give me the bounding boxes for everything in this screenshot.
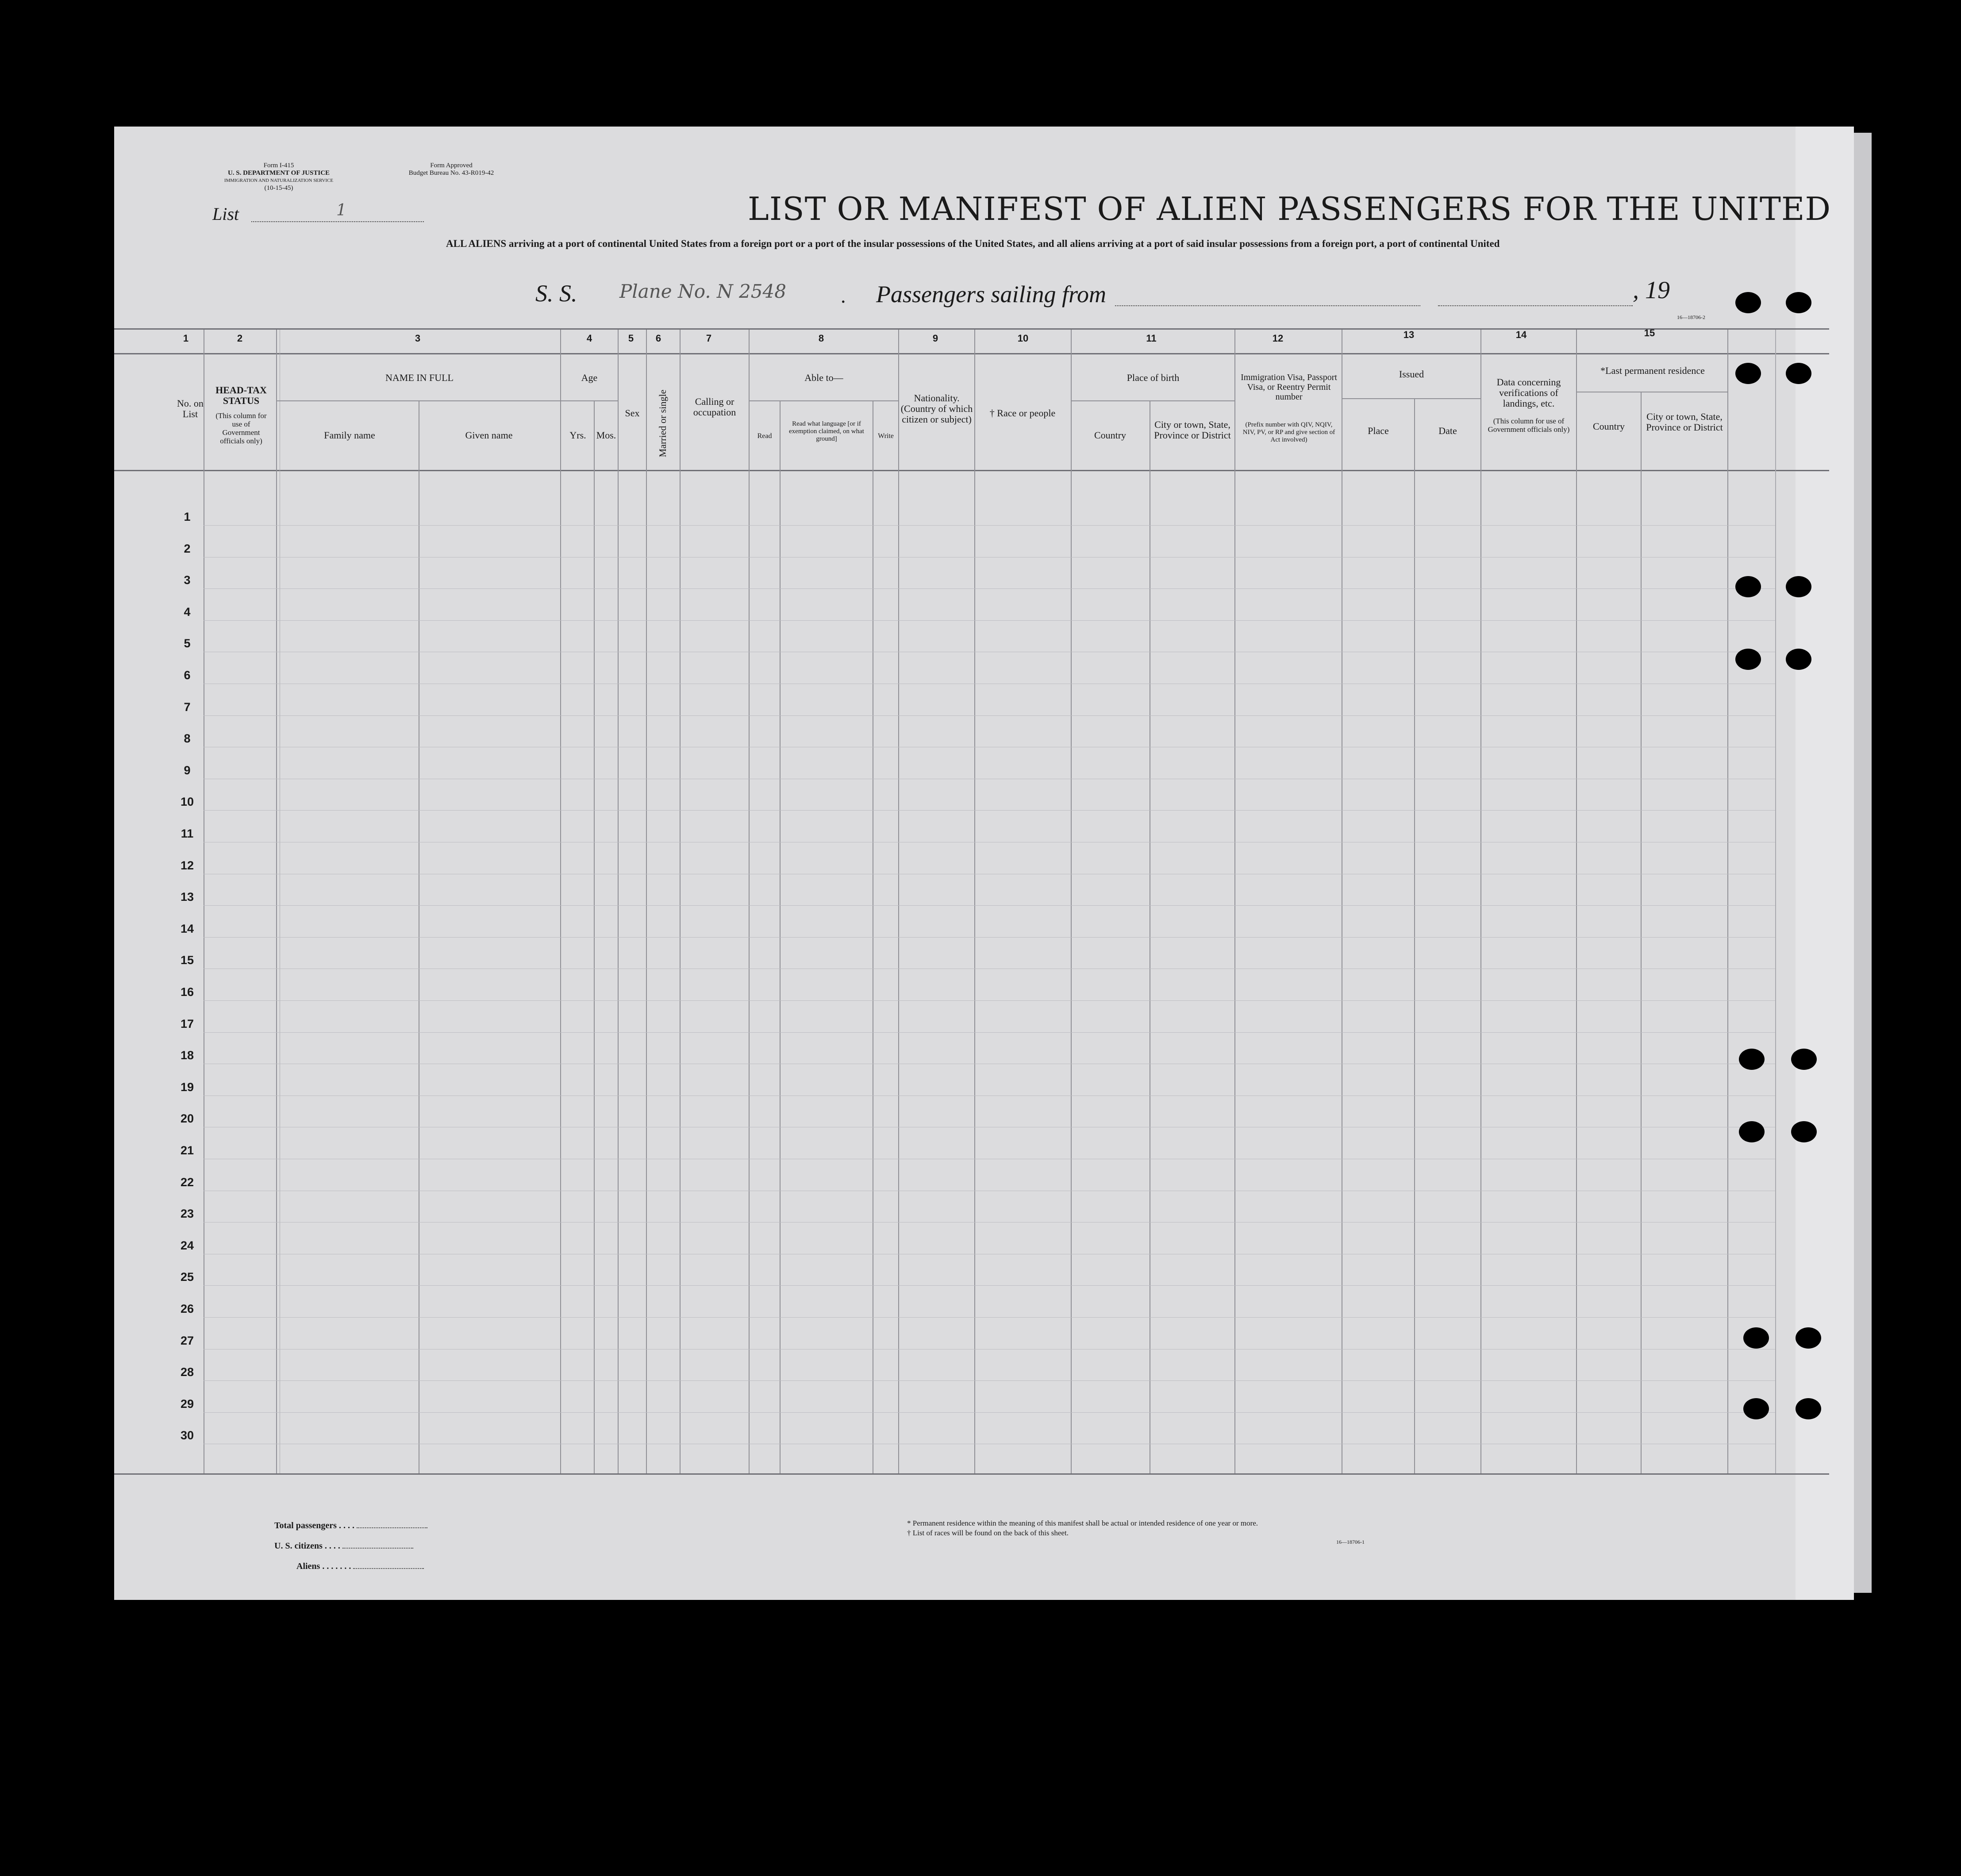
header-residence-city: City or town, State, Province or District [1646, 411, 1723, 433]
col-number-5: 5 [628, 333, 634, 344]
col-number-3: 3 [415, 333, 421, 344]
row-number: 19 [180, 1080, 194, 1094]
col-number-14: 14 [1515, 329, 1527, 340]
table-row [204, 620, 1775, 621]
header-birth-country: Country [1094, 430, 1127, 441]
table-top-rule [114, 328, 1829, 330]
manifest-sheet [114, 127, 1796, 1600]
header-write: Write [878, 432, 894, 440]
header-verifications: Data concerning verifications of landings, etc. [1496, 377, 1561, 409]
table-row [204, 905, 1775, 906]
col-divider [749, 330, 750, 1473]
col-divider [898, 330, 899, 1473]
header-head-tax: HEAD-TAX STATUS [215, 384, 267, 406]
header-verifications-note: (This column for use of Government officials only) [1488, 417, 1570, 434]
table-row [204, 525, 1775, 526]
form-number: Form I-415 [263, 162, 294, 169]
header-able-to: Able to— [804, 372, 843, 383]
col-divider [1414, 398, 1415, 1473]
ss-dot: . [841, 284, 846, 307]
col-number-15: 15 [1644, 327, 1655, 338]
col-number-8: 8 [818, 333, 824, 344]
form-edition: (10-15-45) [264, 185, 293, 192]
punch-hole [1786, 576, 1811, 597]
punch-hole [1786, 292, 1811, 313]
col-number-6: 6 [655, 333, 661, 344]
header-married-single: Married or single [657, 389, 668, 457]
row-number: 14 [180, 922, 194, 935]
col-number-12: 12 [1272, 333, 1284, 344]
approved-label: Form Approved [430, 162, 473, 169]
row-number: 15 [180, 953, 194, 967]
list-value: 1 [336, 201, 346, 219]
punch-hole [1735, 576, 1761, 597]
aliens-label: Aliens . . . . . . . [296, 1561, 351, 1571]
header-yrs: Yrs. [569, 430, 586, 441]
punch-hole [1791, 1049, 1817, 1070]
punch-hole [1786, 363, 1811, 384]
col-number-10: 10 [1017, 333, 1029, 344]
col-number-4: 4 [586, 333, 592, 344]
header-mos: Mos. [596, 430, 616, 441]
able-span-rule [750, 400, 898, 401]
ss-value: Plane No. N 2548 [619, 281, 786, 302]
row-number: 13 [180, 890, 194, 903]
table-row [204, 1032, 1775, 1033]
header-birth-city: City or town, State, Province or District [1154, 419, 1231, 441]
col-number-1: 1 [183, 333, 189, 344]
footnote-races: † List of races will be found on the back of this sheet. [907, 1529, 1069, 1537]
row-number: 7 [184, 700, 191, 714]
footer-code: 16—18706-1 [1336, 1539, 1365, 1545]
row-number: 2 [184, 542, 191, 555]
col-number-11: 11 [1146, 333, 1157, 344]
footnote-residence: * Permanent residence within the meaning of this manifest shall be actual or intended residence of one year or more. [907, 1519, 1258, 1527]
header-family-name: Family name [324, 430, 375, 441]
manifest-subtitle: ALL ALIENS arriving at a port of continental United States from a foreign port or a port of the insular possessions of the United States, and all aliens arriving at a port of said insular possessions from a foreign port, a port of continental United [446, 238, 1500, 249]
list-line [251, 220, 424, 222]
col-divider [1727, 330, 1728, 1473]
form-info [208, 162, 350, 192]
punch-hole [1735, 363, 1761, 384]
punch-hole [1796, 1398, 1821, 1419]
form-approval [381, 162, 522, 177]
header-issued: Issued [1399, 369, 1424, 380]
header-given-name: Given name [465, 430, 513, 441]
issued-span-rule [1342, 398, 1480, 399]
col-divider [974, 330, 975, 1473]
punch-hole [1735, 649, 1761, 670]
column-number-rule [114, 353, 1829, 354]
table-row [204, 1380, 1775, 1381]
row-number: 24 [180, 1239, 194, 1252]
row-number: 11 [181, 827, 194, 840]
punch-hole [1796, 1327, 1821, 1349]
col-divider [1071, 330, 1072, 1473]
col-number-2: 2 [237, 333, 243, 344]
header-issued-date: Date [1438, 425, 1457, 436]
table-row [204, 588, 1775, 589]
header-age: Age [581, 372, 598, 383]
header-issued-place: Place [1368, 425, 1389, 436]
row-number: 6 [184, 669, 191, 682]
aliens-line [353, 1568, 424, 1569]
row-number: 8 [184, 732, 191, 745]
age-span-rule [561, 400, 618, 401]
col-divider [1641, 392, 1642, 1473]
us-citizens-line [342, 1548, 413, 1549]
header-visa-note: (Prefix number with QIV, NQIV, NIV, PV, or RP and give section of Act involved) [1242, 421, 1335, 443]
punch-hole [1786, 649, 1811, 670]
sailing-label: Passengers sailing from [876, 281, 1107, 308]
header-race: † Race or people [989, 407, 1056, 419]
header-visa: Immigration Visa, Passport Visa, or Reentry Permit number [1241, 373, 1337, 402]
row-number: 12 [180, 859, 194, 872]
ss-label: S. S. [535, 280, 577, 307]
year-label: , 19 [1633, 277, 1670, 304]
header-nationality: Nationality. (Country of which citizen or subject) [900, 392, 973, 425]
total-passengers-line [357, 1527, 427, 1528]
total-passengers-label: Total passengers . . . . [274, 1521, 354, 1530]
footnotes [907, 1518, 1258, 1538]
col-number-13: 13 [1403, 329, 1415, 340]
row-number: 28 [180, 1365, 194, 1379]
row-number: 18 [180, 1049, 194, 1062]
header-read: Read [757, 432, 772, 440]
table-row [204, 937, 1775, 938]
row-number: 21 [180, 1144, 194, 1157]
row-number: 16 [180, 985, 194, 999]
col-number-7: 7 [706, 333, 712, 344]
col-divider [618, 330, 619, 1473]
col-divider [680, 330, 681, 1473]
punch-hole [1743, 1398, 1769, 1419]
row-number: 25 [180, 1270, 194, 1284]
totals-block [274, 1515, 427, 1576]
table-row [204, 715, 1775, 716]
row-number: 10 [180, 795, 194, 808]
punch-hole [1739, 1049, 1765, 1070]
sailing-line [1115, 305, 1420, 306]
budget-number: Budget Bureau No. 43-R019-42 [408, 169, 494, 177]
department: U. S. DEPARTMENT OF JUSTICE [227, 169, 330, 177]
row-number: 3 [184, 573, 191, 587]
header-name-in-full: NAME IN FULL [385, 372, 454, 383]
manifest-title: LIST OR MANIFEST OF ALIEN PASSENGERS FOR THE UNITED [748, 190, 1831, 227]
row-number: 9 [184, 764, 191, 777]
list-label: List [212, 204, 239, 224]
col-divider [276, 330, 277, 1473]
service: IMMIGRATION AND NATURALIZATION SERVICE [224, 178, 334, 183]
table-row [204, 810, 1775, 811]
table-bottom-rule [114, 1473, 1829, 1475]
punch-hole [1739, 1121, 1765, 1142]
row-number: 1 [184, 510, 191, 523]
col-divider [1480, 330, 1481, 1473]
row-number: 23 [180, 1207, 194, 1220]
row-number: 17 [180, 1017, 194, 1030]
header-calling: Calling or occupation [693, 396, 736, 418]
header-no-on-list: No. on List [177, 398, 204, 419]
punch-hole [1791, 1121, 1817, 1142]
col-divider [646, 330, 647, 1473]
table-row [204, 1000, 1775, 1001]
row-number: 5 [184, 637, 191, 650]
row-number: 20 [180, 1112, 194, 1125]
header-sex: Sex [625, 407, 640, 419]
header-residence-country: Country [1592, 421, 1625, 432]
row-number: 26 [180, 1302, 194, 1315]
col-number-9: 9 [932, 333, 938, 344]
row-number: 29 [180, 1397, 194, 1411]
row-number: 22 [180, 1176, 194, 1189]
col-divider [1234, 330, 1235, 1473]
header-head-tax-note: (This column for use of Government officials only) [215, 411, 267, 445]
punch-hole [1743, 1327, 1769, 1349]
table-row [204, 1285, 1775, 1286]
col-divider [1576, 330, 1577, 1473]
col-divider [560, 330, 561, 1473]
header-place-of-birth: Place of birth [1127, 372, 1180, 383]
header-last-residence: *Last permanent residence [1600, 365, 1705, 376]
punch-hole [1735, 292, 1761, 313]
date-line [1438, 305, 1633, 306]
table-row [204, 1317, 1775, 1318]
table-row [204, 1412, 1775, 1413]
us-citizens-label: U. S. citizens . . . . [274, 1541, 340, 1551]
row-number: 30 [180, 1429, 194, 1442]
header-bottom-rule [114, 470, 1829, 471]
row-number: 27 [180, 1334, 194, 1347]
col-divider [1775, 330, 1776, 1473]
print-code: 16—18706-2 [1677, 314, 1705, 320]
header-read-language: Read what language [or if exemption claimed, on what ground] [789, 420, 864, 442]
name-span-rule [277, 400, 560, 401]
birth-span-rule [1072, 400, 1234, 401]
row-number: 4 [184, 605, 191, 619]
